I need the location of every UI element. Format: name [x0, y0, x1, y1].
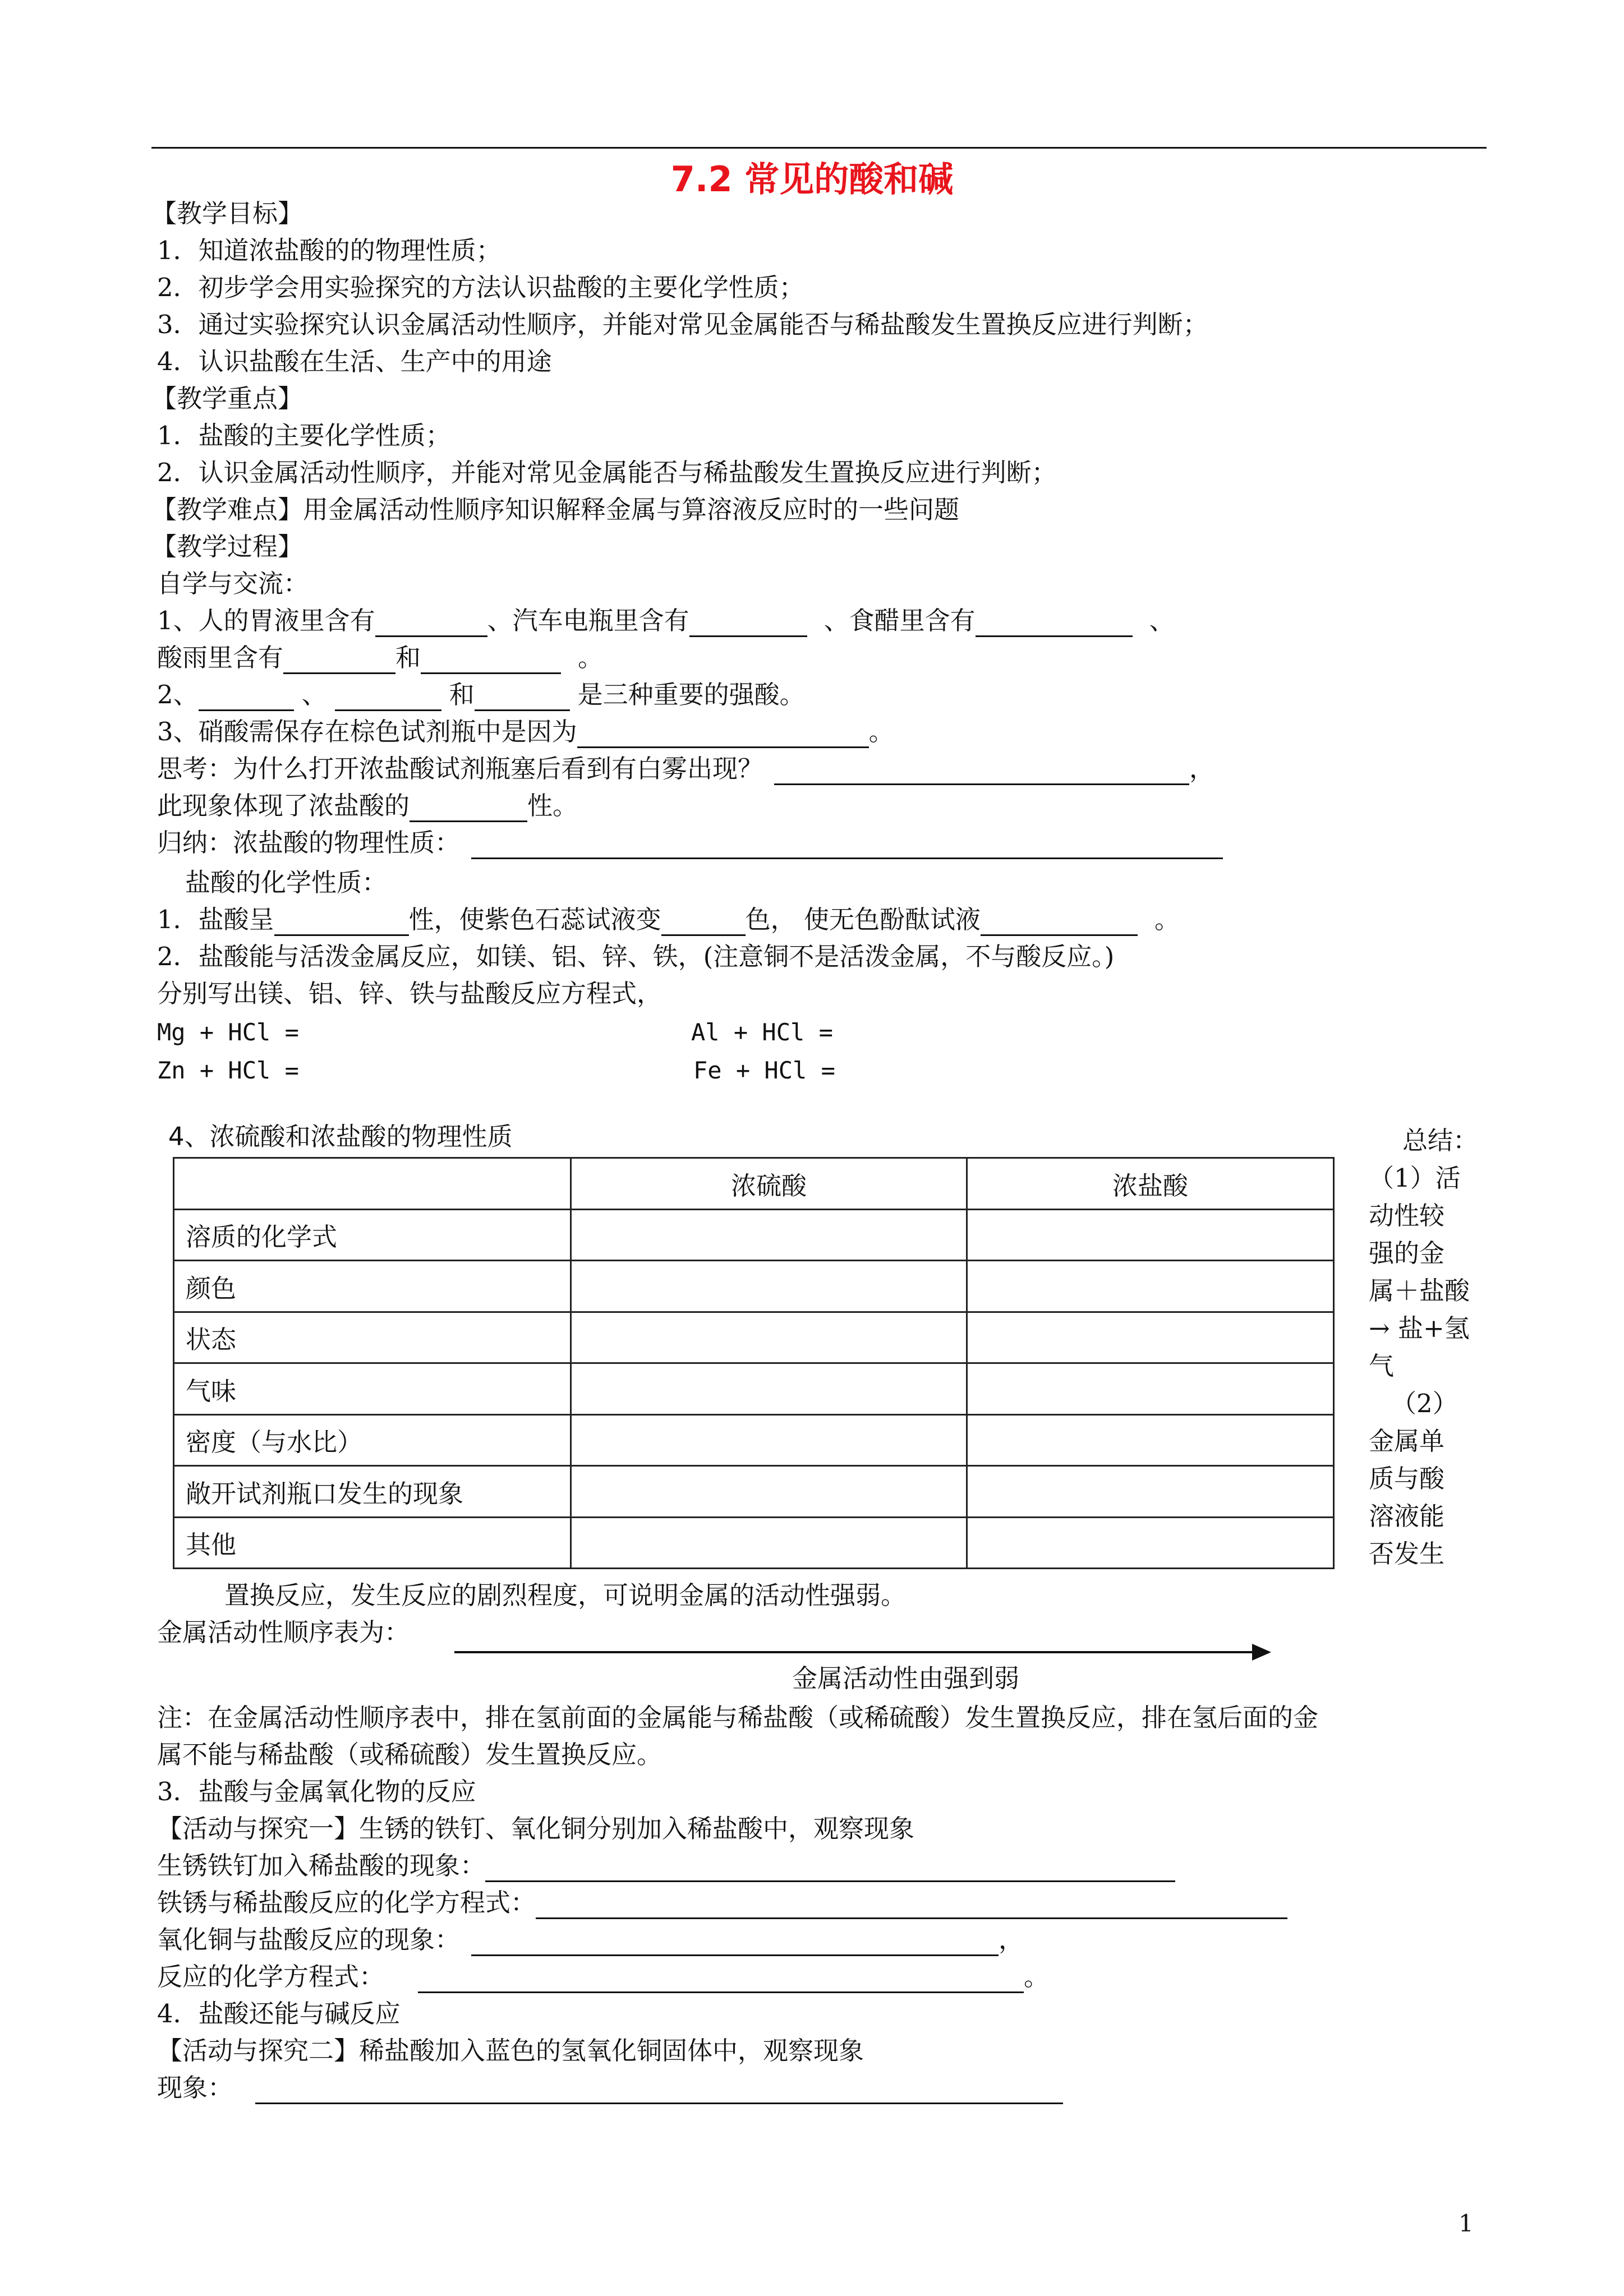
- goals-heading: 【教学目标】: [151, 199, 303, 228]
- section4-line-1: [157, 2072, 1063, 2104]
- table-header-row: [174, 1158, 1334, 1210]
- keypoint-item-1: 1．盐酸的主要化学性质；: [157, 421, 451, 450]
- goal-item-1: 1．知道浓盐酸的的物理性质；: [157, 236, 502, 265]
- q1-text-c: 、食醋里含有: [823, 606, 976, 635]
- goal-item-3: 3．通过实验探究认识金属活动性顺序，并能对常见金属能否与稀盐酸发生置换反应进行判断；: [157, 310, 1208, 339]
- table-row: [174, 1517, 1334, 1569]
- page-number: 1: [1459, 2210, 1474, 2237]
- side-line: （1）活: [1369, 1163, 1461, 1193]
- s3-l3-comma: ，: [999, 1925, 1024, 1954]
- side-line: 否发生: [1369, 1539, 1445, 1569]
- s3-l4-period: 。: [1024, 1962, 1050, 1991]
- side-line: → 盐+氢: [1369, 1313, 1470, 1343]
- q3-text-b: 。: [868, 717, 894, 746]
- table-row: [174, 1414, 1334, 1466]
- keypoint-item-2: 2．认识金属活动性顺序，并能对常见金属能否与稀盐酸发生置换反应进行判断；: [157, 458, 1057, 487]
- side-line: 金属单: [1369, 1426, 1445, 1456]
- answer-blank[interactable]: [375, 610, 487, 637]
- answer-blank[interactable]: [274, 909, 409, 936]
- table-cell[interactable]: [967, 1363, 1334, 1415]
- summary-line: [157, 827, 1223, 859]
- table-cell[interactable]: [967, 1414, 1334, 1466]
- side-line: 动性较: [1369, 1201, 1445, 1230]
- table-cell[interactable]: [967, 1312, 1334, 1363]
- answer-blank[interactable]: [485, 1855, 1175, 1882]
- table-row: [174, 1312, 1334, 1363]
- row-label: 密度（与水比）: [174, 1414, 571, 1466]
- s4-l1-text: 现象：: [157, 2073, 233, 2103]
- section3-line-2: [157, 1887, 1287, 1919]
- side-line: 强的金: [1369, 1238, 1445, 1268]
- table-cell[interactable]: [967, 1517, 1334, 1569]
- chem-p1-d: 。: [1154, 905, 1180, 934]
- after-table-line: 置换反应，发生反应的剧烈程度，可说明金属的活动性强弱。: [224, 1580, 907, 1610]
- question-2-line: [157, 679, 805, 711]
- difficulty-line: 【教学难点】用金属活动性顺序知识解释金属与算溶液反应时的一些问题: [151, 495, 960, 524]
- think-text: 思考：为什么打开浓盐酸试剂瓶塞后看到有白雾出现？: [157, 754, 763, 783]
- answer-blank[interactable]: [421, 647, 561, 674]
- q1-text-e: 酸雨里含有: [157, 643, 284, 672]
- q1-text-d: 、: [1149, 606, 1175, 635]
- page-title: 7.2 常见的酸和碱: [670, 159, 954, 200]
- answer-blank[interactable]: [410, 795, 527, 822]
- row-label: 敞开试剂瓶口发生的现象: [174, 1466, 571, 1518]
- chem-p2: 2．盐酸能与活泼金属反应，如镁、铝、锌、铁，(注意铜不是活泼金属，不与酸反应。): [157, 942, 1115, 971]
- question-1-cont-line: [157, 642, 603, 674]
- table-cell[interactable]: [967, 1466, 1334, 1518]
- answer-blank[interactable]: [199, 684, 294, 711]
- goal-item-2: 2．初步学会用实验探究的方法认识盐酸的主要化学性质；: [157, 273, 804, 302]
- table-cell[interactable]: [571, 1414, 967, 1466]
- chem-p2b: 分别写出镁、铝、锌、铁与盐酸反应方程式，: [157, 979, 663, 1008]
- note-line-2: 属不能与稀盐酸（或稀硫酸）发生置换反应。: [157, 1740, 663, 1769]
- side-line: 气: [1369, 1351, 1395, 1381]
- table-cell[interactable]: [571, 1209, 967, 1261]
- row-label: 溶质的化学式: [174, 1209, 571, 1261]
- section3-line-4: [157, 1961, 1049, 1993]
- s3-l2-text: 铁锈与稀盐酸反应的化学方程式：: [157, 1888, 536, 1917]
- process-heading: 【教学过程】: [151, 532, 303, 561]
- answer-blank[interactable]: [976, 610, 1133, 637]
- section3-line-3: [157, 1924, 1024, 1956]
- side-summary: [1369, 1122, 1498, 1573]
- goal-item-4: 4．认识盐酸在生活、生产中的用途: [157, 347, 552, 376]
- answer-blank[interactable]: [471, 832, 1223, 859]
- answer-blank[interactable]: [536, 1892, 1287, 1919]
- side-line: 溶液能: [1369, 1501, 1445, 1531]
- table-cell[interactable]: [967, 1209, 1334, 1261]
- side-line: （2）: [1391, 1389, 1458, 1418]
- chem-heading: 盐酸的化学性质：: [185, 868, 388, 897]
- question-1-line: [157, 605, 1175, 637]
- table-row: [174, 1261, 1334, 1312]
- phenomenon-line: [157, 790, 578, 822]
- chem-p1-line: [157, 903, 1180, 936]
- table-header-cell: 浓硫酸: [571, 1158, 967, 1210]
- equation-al: Al + HCl =: [691, 1018, 833, 1046]
- q1-text-g: 。: [578, 643, 604, 672]
- q2-text-b: 、: [301, 680, 327, 709]
- answer-blank[interactable]: [255, 2077, 1063, 2104]
- table-cell[interactable]: [571, 1466, 967, 1518]
- phen-text-b: 性。: [527, 791, 578, 820]
- section3-activity: 【活动与探究一】生锈的铁钉、氧化铜分别加入稀盐酸中，观察现象: [157, 1814, 915, 1843]
- header-rule: [151, 147, 1487, 149]
- chem-p1-b: 性，使紫色石蕊试液变: [408, 905, 661, 934]
- summary-text: 归纳：浓盐酸的物理性质：: [157, 828, 461, 857]
- think-comma: ，: [1189, 754, 1215, 783]
- table-cell[interactable]: [571, 1312, 967, 1363]
- note-line-1: 注：在金属活动性顺序表中，排在氢前面的金属能与稀盐酸（或稀硫酸）发生置换反应，排在氢后面的金: [157, 1703, 1319, 1732]
- answer-blank[interactable]: [689, 610, 807, 637]
- table-cell[interactable]: [571, 1517, 967, 1569]
- answer-blank[interactable]: [471, 1929, 999, 1956]
- row-label: 状态: [174, 1312, 571, 1363]
- arrow-head-icon: [1252, 1644, 1271, 1661]
- properties-table: [173, 1157, 1335, 1569]
- q2-text-d: 是三种重要的强酸。: [577, 680, 805, 709]
- chem-p1-a: 1．盐酸呈: [157, 905, 274, 934]
- question-3-line: [157, 716, 894, 748]
- row-label: 颜色: [174, 1261, 571, 1312]
- q3-text-a: 3、硝酸需保存在棕色试剂瓶中是因为: [157, 717, 577, 746]
- activity-order-caption: 金属活动性由强到弱: [792, 1663, 1020, 1693]
- table-cell[interactable]: [967, 1261, 1334, 1312]
- side-line: 总结：: [1402, 1126, 1479, 1155]
- activity-order-label: 金属活动性顺序表为：: [157, 1617, 410, 1647]
- table-row: [174, 1466, 1334, 1518]
- row-label: 气味: [174, 1363, 571, 1415]
- table-cell[interactable]: [571, 1363, 967, 1415]
- answer-blank[interactable]: [661, 909, 746, 936]
- activity-order-arrow: [454, 1651, 1257, 1653]
- answer-blank[interactable]: [475, 684, 570, 711]
- equation-zn: Zn + HCl =: [157, 1057, 299, 1084]
- table-caption: 4、浓硫酸和浓盐酸的物理性质: [168, 1122, 513, 1151]
- section3-heading: 3．盐酸与金属氧化物的反应: [157, 1777, 476, 1806]
- answer-blank[interactable]: [418, 1966, 1024, 1993]
- table-row: [174, 1363, 1334, 1415]
- side-line: 属＋盐酸: [1369, 1276, 1470, 1306]
- s3-l4-text: 反应的化学方程式：: [157, 1962, 385, 1991]
- side-line: 质与酸: [1369, 1464, 1445, 1493]
- answer-blank[interactable]: [283, 647, 395, 674]
- section3-line-1: [157, 1850, 1175, 1882]
- q1-text-a: 1、人的胃液里含有: [157, 606, 375, 635]
- table-cell[interactable]: [571, 1261, 967, 1312]
- chem-p1-c: 色， 使无色酚酞试液: [745, 905, 981, 934]
- row-label: 其他: [174, 1517, 571, 1569]
- section4-activity: 【活动与探究二】稀盐酸加入蓝色的氢氧化铜固体中，观察现象: [157, 2036, 864, 2066]
- equation-mg: Mg + HCl =: [157, 1018, 299, 1046]
- q2-text-a: 2、: [157, 680, 199, 709]
- section4-heading: 4．盐酸还能与碱反应: [157, 1999, 401, 2028]
- q1-text-b: 、汽车电瓶里含有: [487, 606, 689, 635]
- s3-l3-text: 氧化铜与盐酸反应的现象：: [157, 1925, 461, 1954]
- answer-blank[interactable]: [774, 758, 1189, 785]
- table-row: [174, 1209, 1334, 1261]
- table-header-cell: 浓盐酸: [967, 1158, 1334, 1210]
- q1-text-f: 和: [395, 643, 421, 672]
- phen-text-a: 此现象体现了浓盐酸的: [157, 791, 410, 820]
- s3-l1-text: 生锈铁钉加入稀盐酸的现象：: [157, 1851, 486, 1880]
- answer-blank[interactable]: [981, 909, 1138, 936]
- answer-blank[interactable]: [335, 684, 441, 711]
- q2-text-c: 和: [449, 680, 475, 709]
- keypoints-heading: 【教学重点】: [151, 384, 303, 413]
- self-study-heading: 自学与交流：: [157, 569, 309, 598]
- equation-fe: Fe + HCl =: [693, 1057, 835, 1084]
- answer-blank[interactable]: [577, 721, 869, 748]
- think-line: [157, 753, 1214, 785]
- table-header-cell: [174, 1158, 571, 1210]
